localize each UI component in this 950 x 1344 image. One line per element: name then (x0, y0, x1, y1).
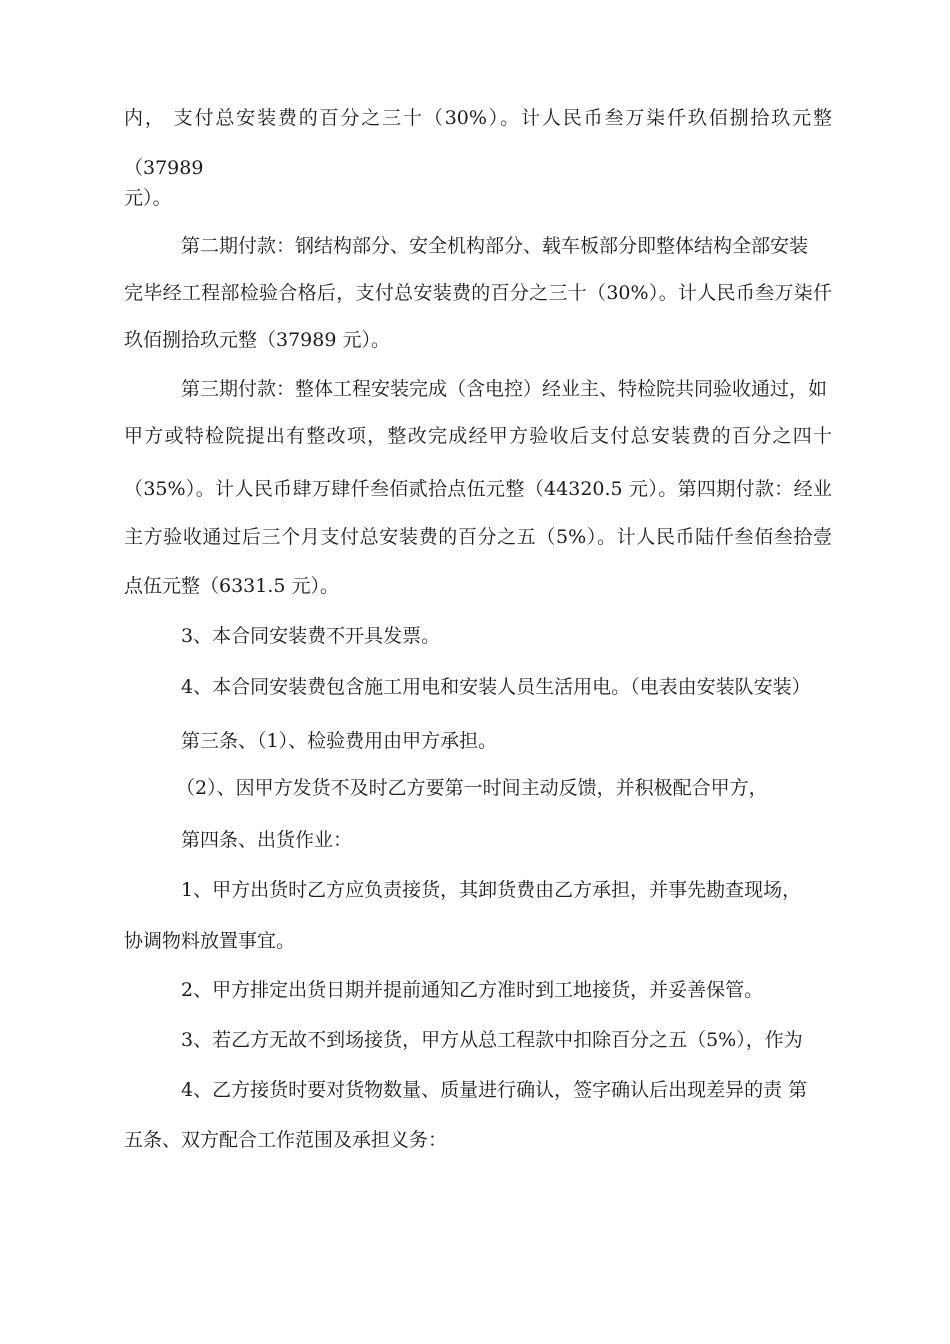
text-line: 第三期付款：整体工程安装完成（含电控）经业主、特检院共同验收通过，如 (181, 378, 828, 400)
text-line: （37989 (124, 157, 204, 179)
text-line: 协调物料放置事宜。 (124, 930, 296, 952)
text-line: 1、甲方出货时乙方应负责接货，其卸货费由乙方承担，并事先勘查现场， (181, 879, 802, 901)
text-line: 4、本合同安装费包含施工用电和安装人员生活用电。（电表由安装队安装） (181, 676, 811, 698)
text-line: 主方验收通过后三个月支付总安装费的百分之五（5%）。计人民币陆仟叁佰叁拾壹 (124, 526, 832, 548)
text-line: 2、甲方排定出货日期并提前通知乙方准时到工地接货，并妥善保管。 (181, 979, 764, 1001)
text-line: 3、若乙方无故不到场接货，甲方从总工程款中扣除百分之五（5%），作为 (181, 1029, 803, 1051)
text-line: （2）、因甲方发货不及时乙方要第一时间主动反馈，并积极配合甲方， (176, 777, 768, 799)
text-line: 元）。 (124, 187, 172, 209)
text-line: 玖佰捌拾玖元整（37989 元）。 (124, 329, 390, 351)
text-line: 4、乙方接货时要对货物数量、质量进行确认，签字确认后出现差异的责 第 (181, 1079, 808, 1101)
text-line: 第四条、出货作业： (181, 829, 353, 851)
text-line: 第三条、（1）、检验费用由甲方承担。 (181, 730, 498, 752)
text-line: 内， 支付总安装费的百分之三十（30%）。计人民币叁万柒仟玖佰捌拾玖元整 (124, 107, 832, 129)
text-line: 第二期付款：钢结构部分、安全机构部分、载车板部分即整体结构全部安装 (181, 235, 809, 257)
text-line: 甲方或特检院提出有整改项，整改完成经甲方验收后支付总安装费的百分之四十 (124, 425, 832, 447)
text-line: 点伍元整（6331.5 元）。 (124, 575, 340, 597)
text-line: （35%）。计人民币肆万肆仟叁佰贰拾点伍元整（44320.5 元）。第四期付款：经业 (124, 478, 832, 500)
text-line: 3、本合同安装费不开具发票。 (181, 625, 441, 647)
text-line: 完毕经工程部检验合格后，支付总安装费的百分之三十（30%）。计人民币叁万柒仟 (124, 282, 832, 304)
text-line: 五条、双方配合工作范围及承担义务： (124, 1129, 448, 1151)
